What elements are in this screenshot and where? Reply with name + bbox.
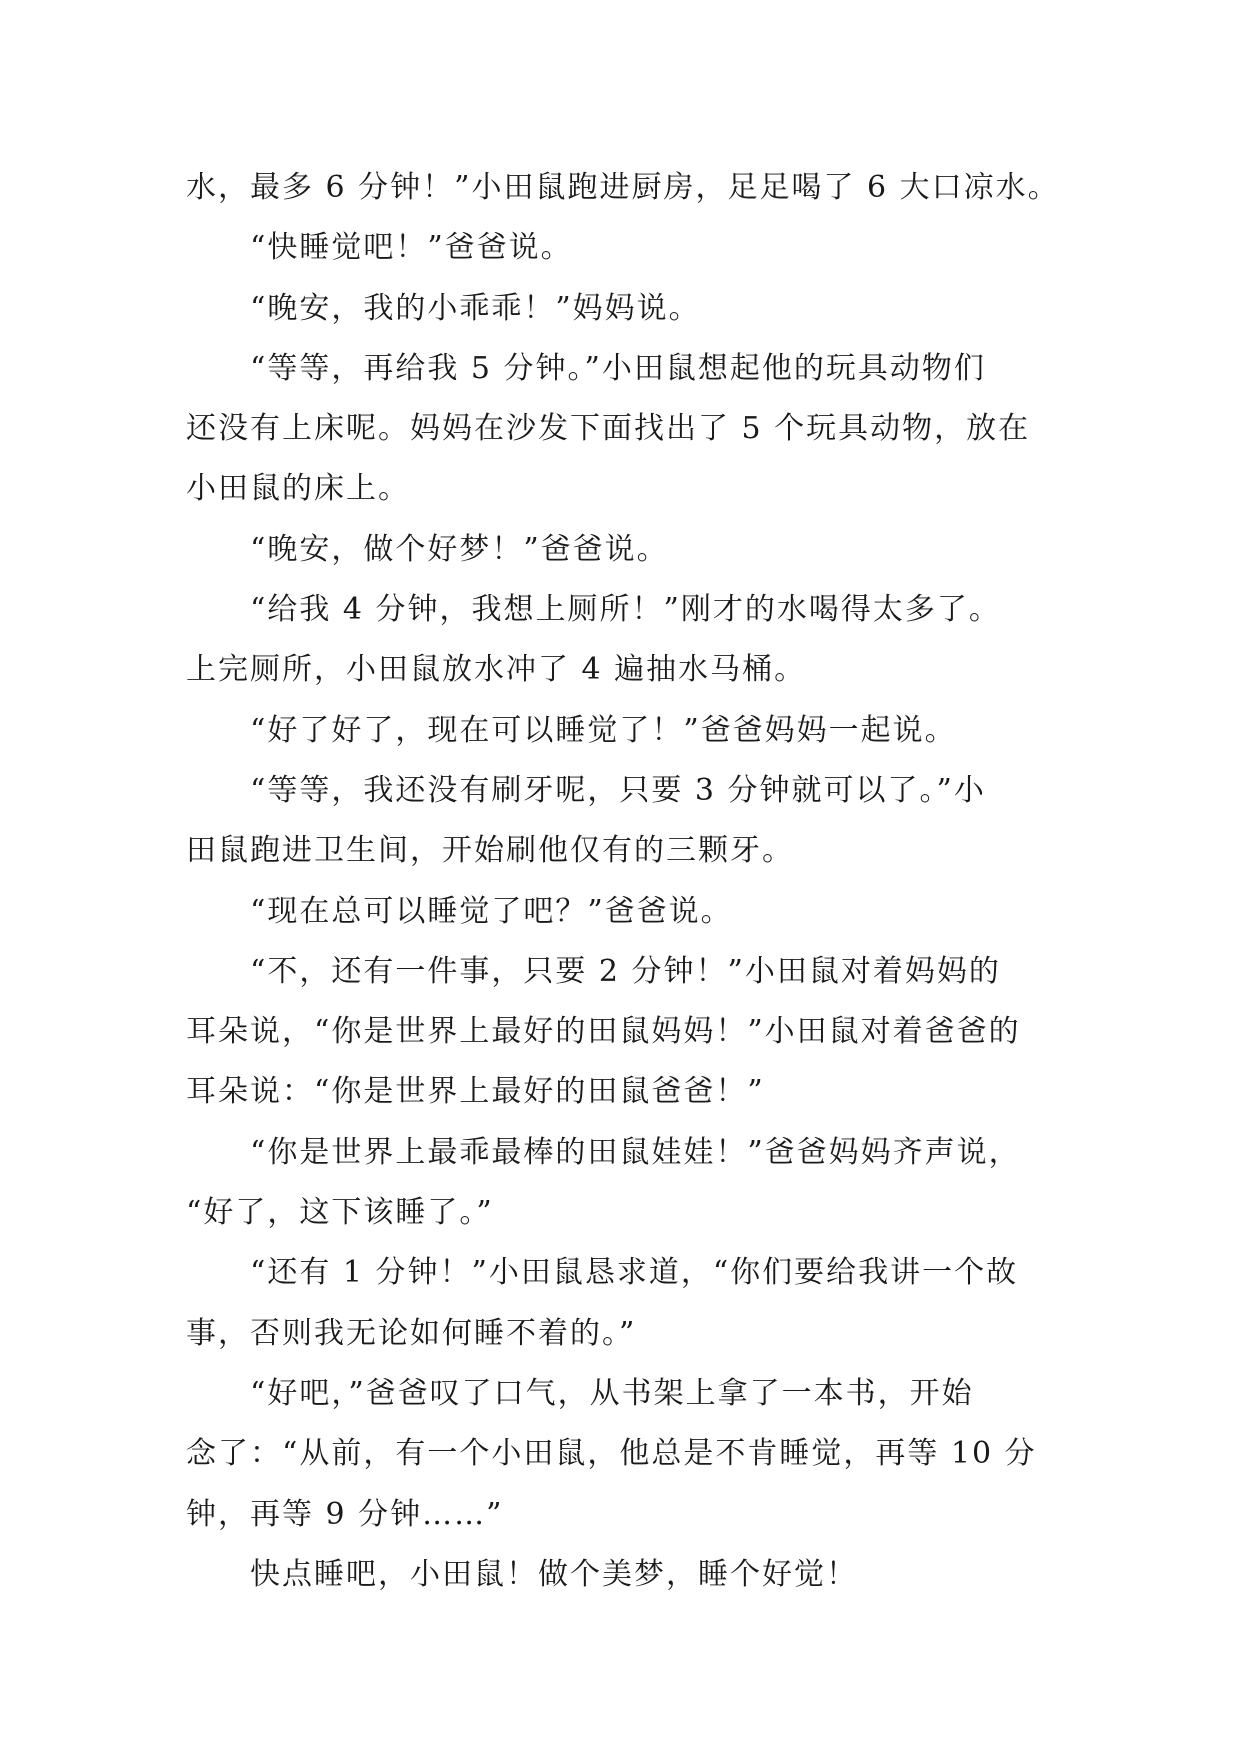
text-line: “快睡觉吧！”爸爸说。 [250, 230, 573, 266]
text-line: 念了：“从前，有一个小田鼠，他总是不肯睡觉，再等 10 分 [186, 1436, 1037, 1472]
text-line: 耳朵说：“你是世界上最好的田鼠爸爸！” [186, 1074, 765, 1110]
text-line: 耳朵说，“你是世界上最好的田鼠妈妈！”小田鼠对着爸爸的 [186, 1014, 1021, 1050]
text-line: 田鼠跑进卫生间，开始刷他仅有的三颗牙。 [186, 833, 794, 869]
text-line: “等等，我还没有刷牙呢，只要 3 分钟就可以了。”小 [250, 772, 986, 808]
text-line: “晚安，做个好梦！”爸爸说。 [250, 531, 669, 567]
text-line: 还没有上床呢。妈妈在沙发下面找出了 5 个玩具动物，放在 [186, 411, 1031, 447]
text-line: “现在总可以睡觉了吧？”爸爸说。 [250, 893, 733, 929]
text-line: “好了，这下该睡了。” [186, 1195, 494, 1231]
text-line: 上完厕所，小田鼠放水冲了 4 遍抽水马桶。 [186, 652, 807, 688]
text-line: “好吧，”爸爸叹了口气，从书架上拿了一本书，开始 [250, 1375, 974, 1411]
text-line: “好了好了，现在可以睡觉了！”爸爸妈妈一起说。 [250, 712, 957, 748]
story-text [186, 158, 1086, 1605]
text-line: “给我 4 分钟，我想上厕所！”刚才的水喝得太多了。 [250, 592, 1001, 628]
text-line: 钟，再等 9 分钟……” [186, 1496, 504, 1532]
text-line: 快点睡吧，小田鼠！做个美梦，睡个好觉！ [250, 1556, 858, 1592]
text-line: 水，最多 6 分钟！”小田鼠跑进厨房，足足喝了 6 大口凉水。 [186, 170, 1060, 205]
text-line: “你是世界上最乖最棒的田鼠娃娃！”爸爸妈妈齐声说， [250, 1134, 1021, 1170]
text-line: 小田鼠的床上。 [186, 471, 410, 507]
text-line: 事，否则我无论如何睡不着的。” [186, 1315, 637, 1351]
text-line: “还有 1 分钟！”小田鼠恳求道，“你们要给我讲一个故 [250, 1255, 1019, 1291]
text-line: “等等，再给我 5 分钟。”小田鼠想起他的玩具动物们 [250, 350, 986, 386]
text-line: “不，还有一件事，只要 2 分钟！”小田鼠对着妈妈的 [250, 953, 1001, 989]
text-line: “晚安，我的小乖乖！”妈妈说。 [250, 290, 701, 326]
